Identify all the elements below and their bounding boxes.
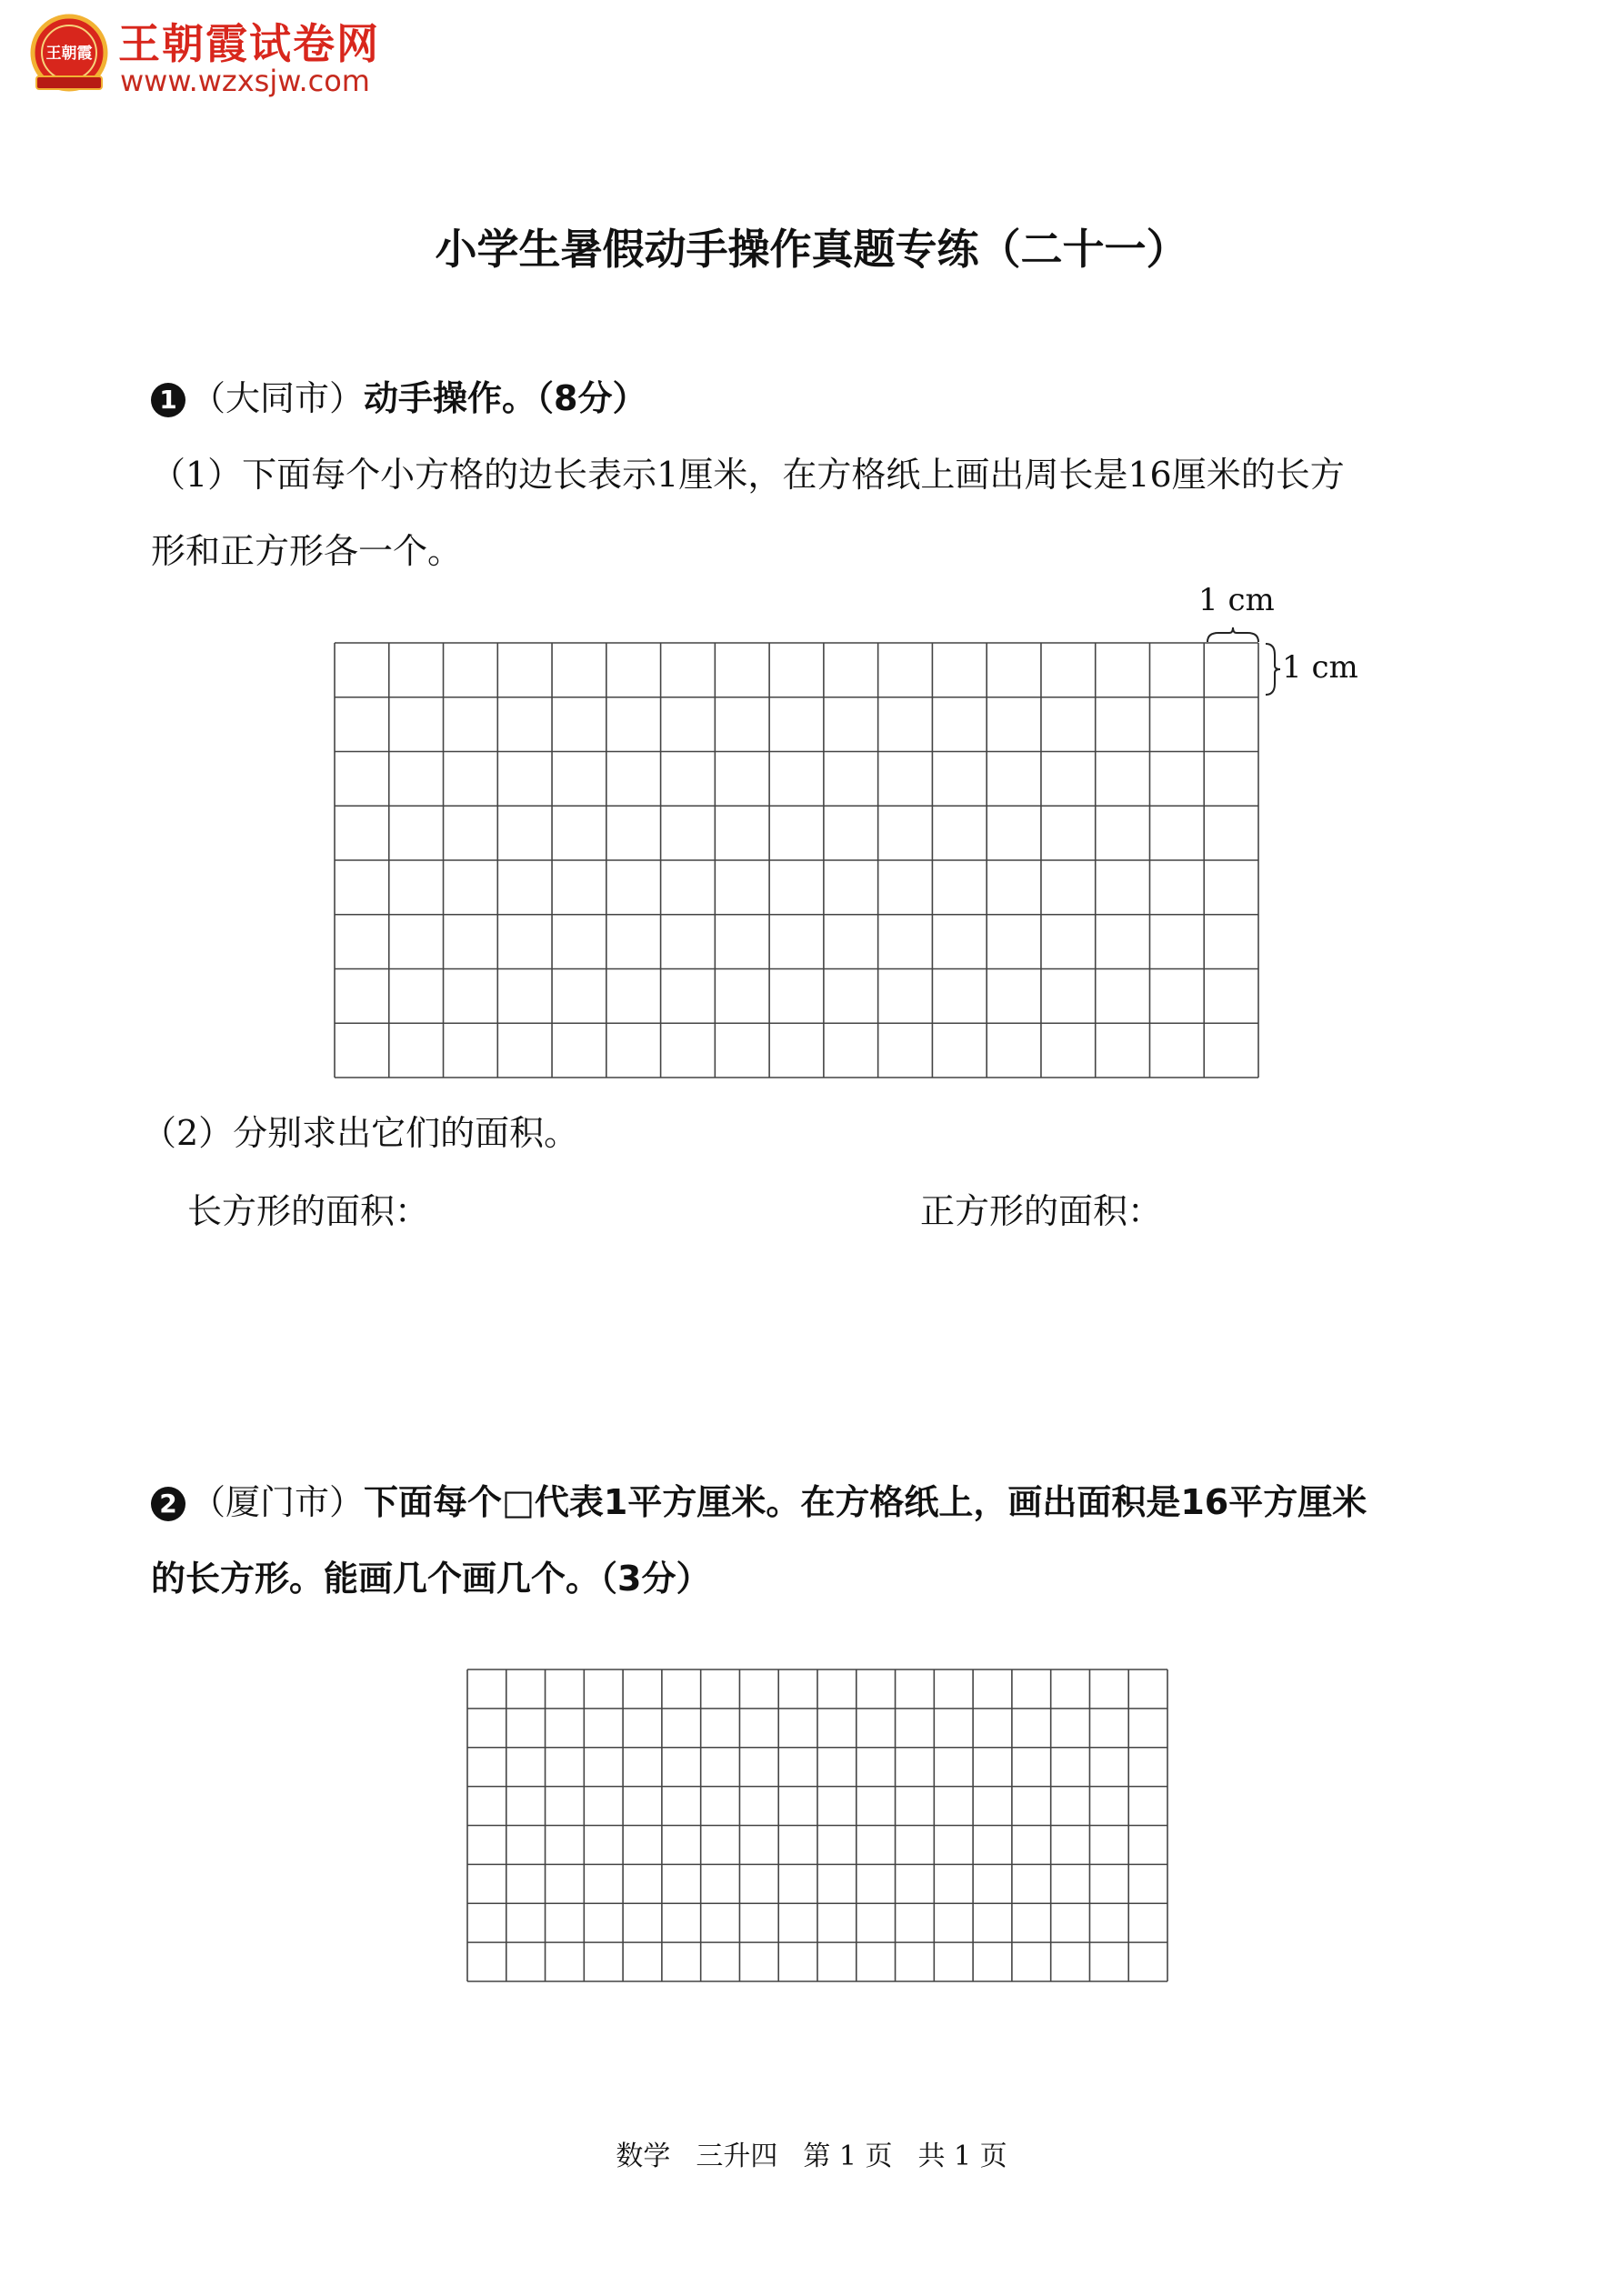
unit-brace-side [1264,642,1282,697]
seal-text: 王朝霞 [45,45,93,63]
q2-number-badge: 2 [151,1487,185,1521]
footer-subject: 数学 [616,2141,671,2172]
q1-heading-line [151,376,646,420]
q2-line1 [151,1480,1367,1524]
rect-area-label: 长方形的面积： [187,1191,430,1231]
q1-part1-line2: 形和正方形各一个。 [151,531,463,571]
footer-total: 共 1 页 [917,2141,1007,2172]
footer-grade: 三升四 [696,2141,778,2172]
unit-label-side: 1 cm [1282,649,1358,686]
q1-part1-line1: （1）下面每个小方格的边长表示1厘米，在方格纸上画出周长是16厘米的长方 [151,455,1345,495]
q1-part2: （2）分别求出它们的面积。 [142,1113,579,1153]
brand-url[interactable]: www.wzxsjw.com [120,64,370,98]
q1-number-badge: 1 [151,383,185,417]
footer-page: 第 1 页 [803,2141,893,2172]
unit-brace-top [1206,626,1260,644]
q1-grid-paper[interactable] [334,642,1259,1078]
q2-source: （厦门市） [191,1482,365,1522]
brand-seal-logo [27,13,111,96]
page-title: 小学生暑假动手操作真题专练（二十一） [435,225,1188,274]
q1-heading: 动手操作。（8分） [364,378,647,418]
unit-label-top: 1 cm [1198,582,1275,618]
q2-grid-paper[interactable] [466,1669,1168,1982]
square-area-label: 正方形的面积： [920,1191,1163,1231]
q1-source: （大同市） [191,378,365,418]
q2-text-line2: 的长方形。能画几个画几个。（3分） [151,1559,711,1599]
page-footer [0,2133,1623,2173]
brand-name: 王朝霞试卷网 [118,19,380,68]
q2-text-line1: 下面每个□代表1平方厘米。在方格纸上，画出面积是16平方厘米 [364,1482,1368,1522]
